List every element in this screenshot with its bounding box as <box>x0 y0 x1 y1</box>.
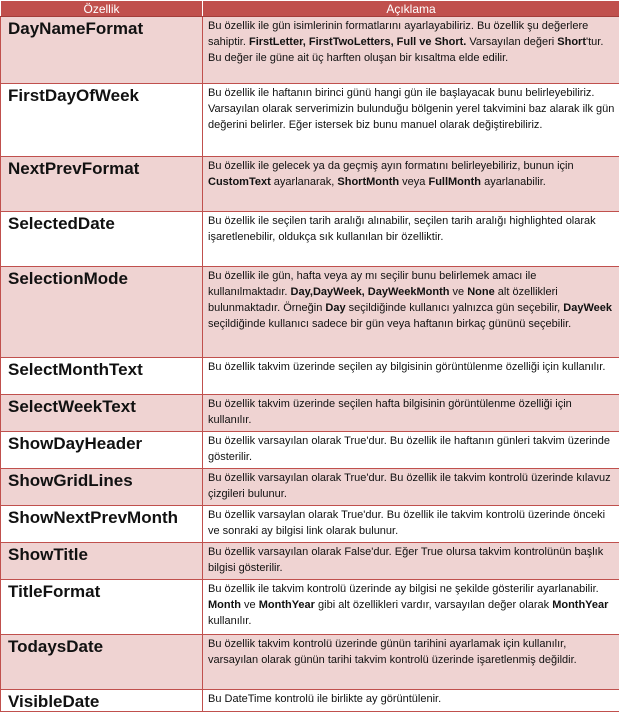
description-text: ayarlanabilir. <box>481 176 546 188</box>
table-row <box>1 17 619 84</box>
table-row <box>1 358 619 395</box>
description-keyword: DayWeek <box>563 302 612 314</box>
property-description <box>203 267 619 358</box>
table-row <box>1 469 619 506</box>
property-name: SelectWeekText <box>1 395 203 432</box>
description-keyword: Month <box>208 599 241 611</box>
property-name: ShowDayHeader <box>1 432 203 469</box>
property-description <box>203 84 619 157</box>
description-text: 'tur. Bu değer ile güne ait üç harften oluşan bir kısaltma elde edilir. <box>208 36 604 64</box>
description-text: gibi alt özellikleri vardır, varsayılan değer olarak <box>314 599 553 611</box>
description-keyword: CustomText <box>208 176 271 188</box>
description-text: Bu özellik ile seçilen tarih aralığı alınabilir, seçilen tarih aralığı highlighted olarak işaretlenebilir, oldukça sık kullanılan bir özelliktir. <box>208 215 596 243</box>
description-keyword: MonthYear <box>258 599 315 611</box>
column-header-property: Özellik <box>1 1 203 17</box>
description-text: ayarlanarak, <box>270 176 338 188</box>
property-name: SelectedDate <box>1 212 203 267</box>
property-description <box>203 506 619 543</box>
description-text: Bu özellik ile gün, hafta veya ay mı seçilir bunu belirlemek amacı ile kullanılmaktadır. <box>208 270 537 298</box>
property-name: TodaysDate <box>1 635 203 690</box>
description-keyword: FirstLetter, FirstTwoLetters, Full ve Short. <box>248 36 467 48</box>
table-row <box>1 690 619 712</box>
description-text: ve <box>449 286 468 298</box>
description-text: Bu özellik takvim kontrolü üzerinde günün tarihini ayarlamak için kullanılır, varsayılan olarak günün tarihi takvim kontrolü üzerinde işaretlenmiş değildir. <box>208 638 577 666</box>
table-row <box>1 395 619 432</box>
description-text: Bu özellik varsayılan olarak True'dur. Bu özellik ile haftanın günleri takvim üzerinde gösterilir. <box>208 435 610 463</box>
description-keyword: FullMonth <box>428 176 482 188</box>
table-header-row <box>1 1 619 17</box>
property-name: SelectionMode <box>1 267 203 358</box>
description-text: Bu özellik varsayılan olarak True'dur. Bu özellik ile takvim kontrolü üzerinde kılavuz çizgileri bulunur. <box>208 472 611 500</box>
description-text: Bu özellik varsaylan olarak True'dur. Bu özellik ile takvim kontrolü üzerinde önceki ve sonraki ay bilgisi link olarak bulunur. <box>208 509 606 537</box>
property-description <box>203 395 619 432</box>
description-text: Varsayılan değeri <box>466 36 558 48</box>
property-name: TitleFormat <box>1 580 203 635</box>
description-text: Bu DateTime kontrolü ile birlikte ay görüntülenir. <box>208 693 442 705</box>
description-text: Bu özellik ile gelecek ya da geçmiş ayın formatını belirleyebiliriz, bunun için <box>208 160 574 172</box>
description-text: seçildiğinde kullanıcı sadece bir gün veya haftanın birkaç gününü seçebilir. <box>208 318 572 330</box>
property-description <box>203 635 619 690</box>
property-name: SelectMonthText <box>1 358 203 395</box>
description-text: kullanılır. <box>208 615 252 627</box>
description-keyword: MonthYear <box>552 599 609 611</box>
property-description <box>203 17 619 84</box>
description-text: Bu özellik ile haftanın birinci günü hangi gün ile başlayacak bunu belirleyebiliriz. Varsayılan olarak serverimizin bulunduğu bölgenin yerel takvimini baz alarak ilk gün değerini belirler. Eğer istersek biz bunu manuel olarak değiştirebiliriz. <box>208 87 615 131</box>
property-name: ShowTitle <box>1 543 203 580</box>
property-name: VisibleDate <box>1 690 203 712</box>
table-row <box>1 580 619 635</box>
column-header-description: Açıklama <box>203 1 619 17</box>
table-row <box>1 506 619 543</box>
description-keyword: Short <box>557 36 586 48</box>
property-description <box>203 469 619 506</box>
description-text: ve <box>240 599 259 611</box>
property-description <box>203 543 619 580</box>
table-row <box>1 84 619 157</box>
property-description <box>203 358 619 395</box>
table-row <box>1 157 619 212</box>
table-row <box>1 267 619 358</box>
property-name: ShowGridLines <box>1 469 203 506</box>
property-description <box>203 580 619 635</box>
property-name: DayNameFormat <box>1 17 203 84</box>
description-text: Bu özellik varsayılan olarak False'dur. Eğer True olursa takvim kontrolünün başlık bilgisi gösterilir. <box>208 546 604 574</box>
description-text: seçildiğinde kullanıcı yalnızca gün seçebilir, <box>345 302 564 314</box>
description-text: Bu özellik ile takvim kontrolü üzerinde ay bilgisi ne şekilde gösterilir ayarlanabilir. <box>208 583 599 595</box>
table-row <box>1 432 619 469</box>
description-keyword: None <box>467 286 495 298</box>
description-keyword: Day,DayWeek, DayWeekMonth <box>290 286 450 298</box>
description-text: alt özellikleri bulunmaktadır. Örneğin <box>208 286 558 314</box>
property-name: NextPrevFormat <box>1 157 203 212</box>
property-description <box>203 690 619 712</box>
property-description <box>203 157 619 212</box>
description-text: veya <box>399 176 429 188</box>
table-row <box>1 543 619 580</box>
table-row <box>1 212 619 267</box>
description-keyword: ShortMonth <box>337 176 400 188</box>
description-keyword: Day <box>325 302 346 314</box>
description-text: Bu özellik takvim üzerinde seçilen hafta bilgisinin görüntülenme özelliği için kullanılır. <box>208 398 572 426</box>
property-name: ShowNextPrevMonth <box>1 506 203 543</box>
description-text: Bu özellik ile gün isimlerinin formatlarını ayarlayabiliriz. Bu özellik şu değerlere sahiptir. <box>208 20 589 48</box>
property-name: FirstDayOfWeek <box>1 84 203 157</box>
property-description <box>203 212 619 267</box>
table-row <box>1 635 619 690</box>
property-description <box>203 432 619 469</box>
description-text: Bu özellik takvim üzerinde seçilen ay bilgisinin görüntülenme özelliği için kullanılır. <box>208 361 606 373</box>
